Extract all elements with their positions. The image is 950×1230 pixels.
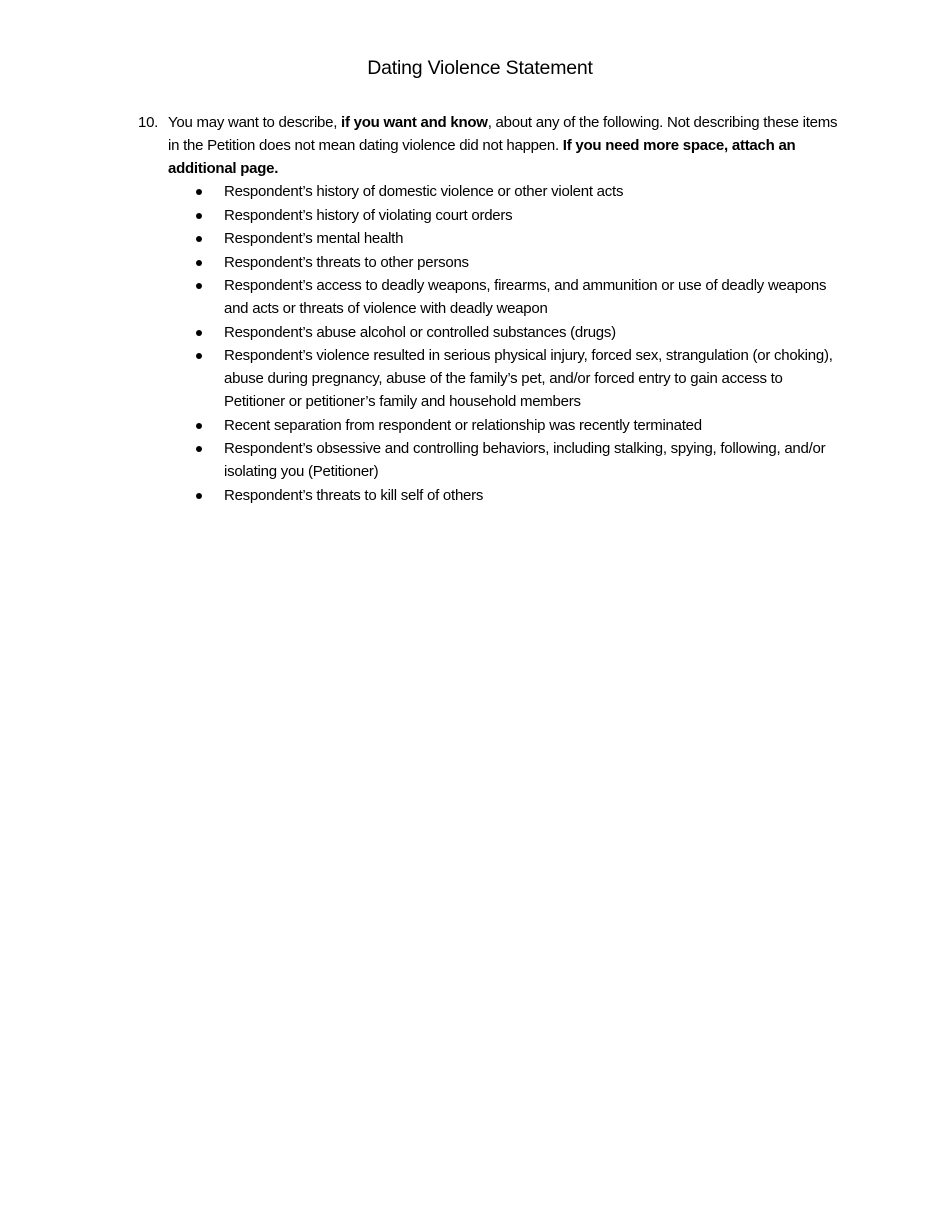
question-number: 10.: [138, 114, 159, 131]
list-item-text: Recent separation from respondent or relationship was recently terminated: [224, 416, 702, 434]
list-item: [224, 180, 839, 203]
bullet-icon: [196, 213, 202, 219]
bullet-icon: [196, 446, 202, 452]
intro-text-2: , about any of the following. Not describing these items in the Petition does not mean dating violence did not happen.: [168, 114, 838, 154]
list-item-text: Respondent’s violence resulted in serious physical injury, forced sex, strangulation (or choking), abuse during pregnancy, abuse of the family’s pet, and/or forced entry to gain access to Petitioner or petitioner’s family and household members: [224, 347, 833, 410]
intro-bold-1: if you want and know: [341, 114, 488, 131]
question-intro: [168, 111, 838, 180]
list-item: [224, 227, 839, 250]
bullet-icon: [196, 260, 202, 266]
bullet-icon: [196, 283, 202, 289]
intro-bold-2: If you need more space, attach an additional page.: [168, 137, 796, 177]
bullet-icon: [196, 423, 202, 429]
list-item: [224, 274, 839, 320]
list-item: [224, 437, 839, 483]
list-item-text: Respondent’s obsessive and controlling behaviors, including stalking, spying, following, and/or isolating you (Petitioner): [224, 440, 826, 480]
list-item-text: Respondent’s history of violating court orders: [224, 206, 513, 224]
bullet-icon: [196, 353, 202, 359]
page-title: Dating Violence Statement: [367, 57, 593, 79]
list-item-text: Respondent’s abuse alcohol or controlled substances (drugs): [224, 323, 616, 341]
bullet-icon: [196, 236, 202, 242]
list-item-text: Respondent’s mental health: [224, 230, 404, 247]
list-item: [224, 204, 839, 227]
bullet-list: [224, 180, 838, 507]
list-item-text: Respondent’s threats to other persons: [224, 253, 469, 271]
bullet-icon: [196, 330, 202, 336]
list-item-text: Respondent’s history of domestic violence or other violent acts: [224, 183, 624, 200]
bullet-icon: [196, 493, 202, 499]
list-item: [224, 344, 839, 413]
intro-text-1: You may want to describe,: [168, 114, 342, 131]
list-item-text: Respondent’s threats to kill self of others: [224, 486, 484, 504]
list-item: [224, 321, 839, 344]
bullet-icon: [196, 189, 202, 195]
list-item: [224, 484, 839, 507]
list-item: [224, 414, 839, 437]
question-10: [138, 111, 838, 507]
list-item: [224, 251, 839, 274]
list-item-text: Respondent’s access to deadly weapons, firearms, and ammunition or use of deadly weapons and acts or threats of violence with deadly weapon: [224, 277, 827, 317]
